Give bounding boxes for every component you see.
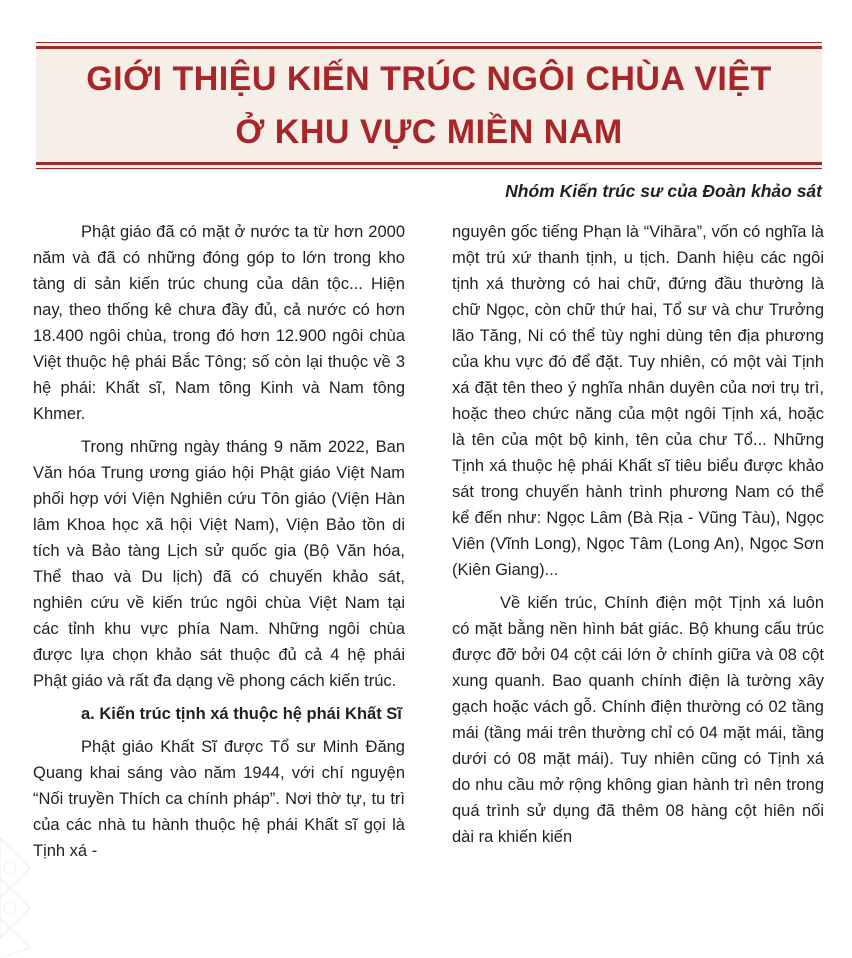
top-rule-thick [36, 46, 822, 49]
bottom-rule-thick [36, 162, 822, 165]
decorative-pattern-icon [0, 818, 60, 958]
section-heading: a. Kiến trúc tịnh xá thuộc hệ phái Khất Sĩ [81, 705, 402, 723]
left-paragraph-1: Phật giáo đã có mặt ở nước ta từ hơn 2000 năm và đã có những đóng góp to lớn trong kho tàng di sản kiến trúc chung của dân tộc... Hiện nay, theo thống kê chưa đầy đủ, cả nước có hơn 18.400 ngôi chùa, trong đó hơn 12.900 ngôi chùa Việt thuộc hệ phái Bắc Tông; số còn lại thuộc về 3 hệ phái: Khất sĩ, Nam tông Kinh và Nam tông Khmer. [33, 223, 405, 423]
left-column [33, 219, 405, 871]
byline: Nhóm Kiến trúc sư của Đoàn khảo sát [505, 181, 822, 201]
left-paragraph-2: Trong những ngày tháng 9 năm 2022, Ban Văn hóa Trung ương giáo hội Phật giáo Việt Nam phối hợp với Viện Nghiên cứu Tôn giáo (Viện Hàn lâm Khoa học xã hội Việt Nam), Viện Bảo tồn di tích và Bảo tàng Lịch sử quốc gia (Bộ Văn hóa, Thể thao và Du lịch) đã có chuyến khảo sát, nghiên cứu về kiến trúc ngôi chùa Việt Nam tại các tỉnh khu vực phía Nam. Những ngôi chùa được lựa chọn khảo sát thuộc đủ cả 4 hệ phái Phật giáo và rất đa dạng về phong cách kiến trúc. [33, 438, 405, 690]
page-title-line-1: GIỚI THIỆU KIẾN TRÚC NGÔI CHÙA VIỆT [86, 60, 772, 98]
right-paragraph-1: nguyên gốc tiếng Phạn là “Vihāra”, vốn có nghĩa là một trú xứ thanh tịnh, u tịch. Danh hiệu các ngôi tịnh xá thường có hai chữ, đứng đầu thường là chữ Ngọc, còn chữ thứ hai, Tổ sư và chư Trưởng lão Tăng, Ni có thể tùy nghi dùng tên địa phương của khu vực đó để đặt. Tuy nhiên, có một vài Tịnh xá đặt tên theo ý nghĩa nhân duyên của nơi trụ trì, hoặc theo chức năng của một ngôi Tịnh xá, hoặc là tên của một bộ kinh, tên của chư Tổ... Những Tịnh xá thuộc hệ phái Khất sĩ tiêu biểu được khảo sát trong chuyến hành trình phương Nam có thể kể đến như: Ngọc Lâm (Bà Rịa - Vũng Tàu), Ngọc Viên (Vĩnh Long), Ngọc Tâm (Long An), Ngọc Sơn (Kiên Giang)... [452, 223, 824, 579]
page-title-line-2: Ở KHU VỰC MIỀN NAM [235, 113, 623, 151]
right-paragraph-2: Về kiến trúc, Chính điện một Tịnh xá luôn có mặt bằng nền hình bát giác. Bộ khung cấu trúc được đỡ bởi 04 cột cái lớn ở chính giữa và 08 cột xung quanh. Bao quanh chính điện là tường xây gạch hoặc vách gỗ. Chính điện thường có 02 tầng mái (tầng mái trên thường chỉ có 04 mặt mái, tầng dưới có 08 mặt mái). Tuy nhiên cũng có Tịnh xá do nhu cầu mở rộng không gian hành trì nên trong quá trình sử dụng đã thêm 08 hàng cột hiên nối dài ra khiến kiến [452, 594, 824, 846]
top-rule-thin [36, 42, 822, 43]
right-column [452, 219, 824, 857]
left-paragraph-3: Phật giáo Khất Sĩ được Tổ sư Minh Đăng Quang khai sáng vào năm 1944, với chí nguyện “Nối truyền Thích ca chính pháp”. Nơi thờ tự, tu trì của các nhà tu hành thuộc hệ phái Khất sĩ gọi là Tịnh xá - [33, 738, 405, 860]
bottom-rule-thin [36, 168, 822, 169]
